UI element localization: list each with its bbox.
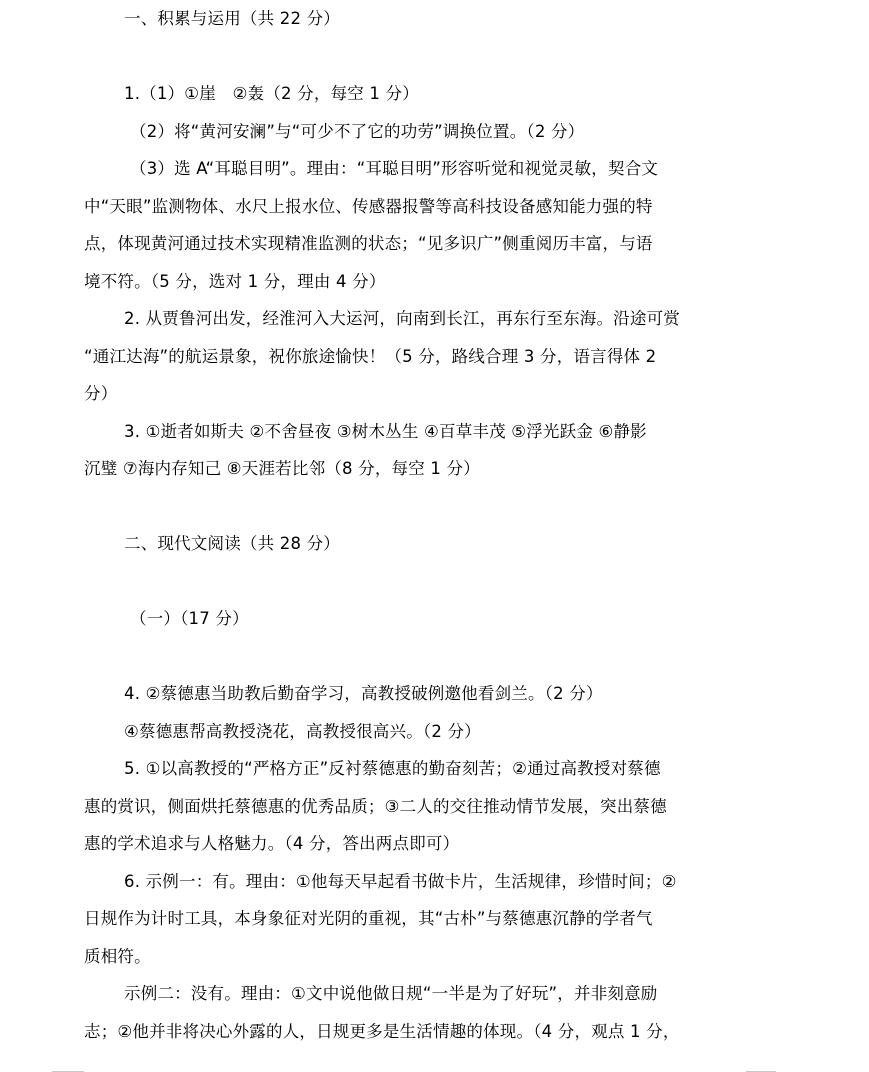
answer-3-line-2: 沉璧 ⑦海内存知己 ⑧天涯若比邻（8 分，每空 1 分） — [84, 459, 480, 478]
answer-1-3-line-3: 点，体现黄河通过技术实现精准监测的状态；“见多识广”侧重阅历丰富，与语 — [84, 234, 653, 253]
answer-6-line-1: 6. 示例一：有。理由：①他每天早起看书做卡片，生活规律，珍惜时间；② — [124, 871, 677, 891]
answer-6-line-4: 示例二：没有。理由：①文中说他做日规“一半是为了好玩”，并非刻意励 — [124, 984, 658, 1003]
answer-5-line-1: 5. ①以高教授的“严格方正”反衬蔡德惠的勤奋刻苦；②通过高教授对蔡德 — [124, 759, 661, 778]
section-heading-2: 二、现代文阅读（共 28 分） — [124, 534, 340, 553]
answer-2-line-1: 2. 从贾鲁河出发，经淮河入大运河，向南到长江，再东行至东海。沿途可赏 — [124, 309, 680, 328]
answer-3-line-1: 3. ①逝者如斯夫 ②不舍昼夜 ③树木丛生 ④百草丰茂 ⑤浮光跃金 ⑥静影 — [124, 421, 647, 441]
section-heading-1: 一、积累与运用（共 22 分） — [124, 9, 340, 28]
answer-6-line-5: 志；②他并非将决心外露的人，日规更多是生活情趣的体现。（4 分，观点 1 分， — [84, 1021, 680, 1041]
answer-5-line-3: 惠的学术追求与人格魅力。（4 分，答出两点即可） — [84, 834, 460, 853]
answer-1-2: （2）将“黄河安澜”与“可少不了它的功劳”调换位置。（2 分） — [130, 121, 585, 141]
blank-line — [84, 563, 750, 601]
blank-line — [84, 638, 750, 676]
answer-4-line-2: ④蔡德惠帮高教授浇花，高教授很高兴。（2 分） — [124, 721, 481, 741]
answer-4-line-1: 4. ②蔡德惠当助教后勤奋学习，高教授破例邀他看剑兰。（2 分） — [124, 684, 603, 703]
answer-5-line-2: 惠的赏识，侧面烘托蔡德惠的优秀品质；③二人的交往推动情节发展，突出蔡德 — [84, 796, 667, 816]
answer-2-line-2: “通江达海”的航运景象，祝你旅途愉快！（5 分，路线合理 3 分，语言得体 2 — [84, 346, 657, 366]
answer-1-3-line-2: 中“天眼”监测物体、水尺上报水位、传感器报警等高科技设备感知能力强的特 — [84, 196, 653, 216]
answer-6-line-3: 质相符。 — [84, 946, 151, 966]
document-page — [84, 0, 750, 1050]
answer-1-3-line-4: 境不符。（5 分，选对 1 分，理由 4 分） — [84, 271, 386, 291]
answer-2-line-3: 分） — [84, 384, 118, 403]
subsection-heading-1: （一）（17 分） — [130, 609, 249, 628]
blank-line — [84, 38, 750, 76]
blank-line — [84, 488, 750, 526]
answer-1-3-line-1: （3）选 A“耳聪目明”。理由：“耳聪目明”形容听觉和视觉灵敏，契合文 — [130, 159, 659, 178]
answer-1-1: 1.（1）①崖 ②轰（2 分，每空 1 分） — [124, 84, 419, 103]
answer-6-line-2: 日规作为计时工具，本身象征对光阴的重视，其“古朴”与蔡德惠沉静的学者气 — [84, 909, 653, 928]
